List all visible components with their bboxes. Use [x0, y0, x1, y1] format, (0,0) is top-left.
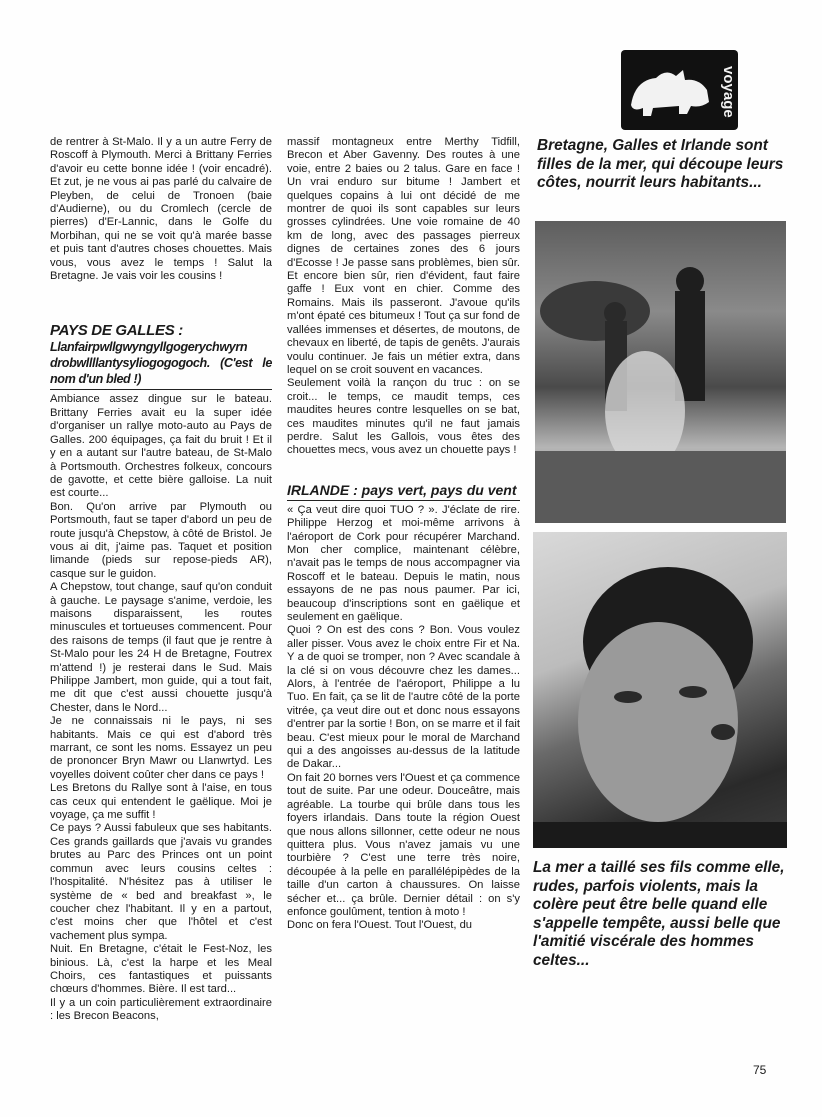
body-paragraph: Ambiance assez dingue sur le bateau. Brittany Ferries avait eu la super idée d'organiser un rallye moto-auto au Pays de Galles. 200 équipages, ça fait du bruit ! Et il y en a autant sur l'autre bateau, de St-Malo à Portsmouth. Orchestres folkeux, concours de gavotte, et cette bière galloise. La nuit est courte... [50, 393, 272, 500]
body-paragraph: Donc on fera l'Ouest. Tout l'Ouest, du [287, 919, 473, 932]
photo-portrait-man [533, 532, 787, 848]
body-paragraph: massif montagneux entre Merthy Tidfill, Brecon et Aber Gavenny. Des routes à une voie, entre 2 baies ou 2 talus. Gare en face ! Un vrai enduro sur bitume ! Jambert et quelques copains à lui ont décidé de me montrer de quoi ils sont capables sur leurs grosses cylindrées. Une voie romaine de 40 km de long, avec des passages pierreux dignes de certaines zones des 6 jours d'Ecosse ! Je passe sans problèmes, bien sûr. Et encore bien sûr, rien d'évident, faut faire gaffe ! Eux vont en chier. Comme des Romains. Mais ils passeront. J'avoue qu'ils m'ont épaté ces bitumeux ! Tout ça sur fond de vallées immenses et désertes, de moutons, de chevaux en liberté, de tapis de genêts. J'aurais voulu continuer. Je fais un métier extra, dans lequel on se croit souvent en vacances. [287, 136, 520, 376]
section-heading-ireland: IRLANDE : pays vert, pays du vent [287, 482, 520, 501]
section-heading-wales [50, 323, 272, 390]
heading-wales-title: PAYS DE GALLES : [50, 322, 183, 340]
photo-portrait-icon [533, 532, 787, 848]
rhinoceros-icon [621, 50, 738, 130]
body-paragraph: Nuit. En Bretagne, c'était le Fest-Noz, les binious. Là, c'est la harpe et les Meal Choirs, ces fantastiques et puissants chœurs d'hommes. Bière. Il est tard... [50, 943, 272, 996]
body-paragraph: « Ça veut dire quoi TUO ? ». J'éclate de rire. Philippe Herzog et moi-même arrivons à l'aéroport de Cork pour récupérer Marchand. Mon cher complice, maintenant célèbre, n'avait pas le temps de nous accompagner via Roscoff et le bateau. Depuis le matin, nous essayons de ne pas nous paumer. Par ici, beaucoup d'inscriptions sont en gaëlique et seulement en gaëlique. [287, 503, 520, 623]
body-paragraph: On fait 20 bornes vers l'Ouest et ça commence tout de suite. Par une odeur. Douceâtre, mais agréable. La tourbe qui brûle dans tous les foyers irlandais. Dans toute la région Ouest que nous allons sillonner, cette odeur ne nous quittera plus. Vous n'avez jamais vu une tourbière ? C'est une terre très noire, découpée à la pelle en parallélépipèdes de la taille d'un carton à chaussures. On laisse sécher et... ça brûle. Dernier détail : on s'y enfonce goulûment, tention à moto ! [287, 771, 520, 918]
logo-text: voyage [720, 66, 737, 118]
caption-bottom: La mer a taillé ses fils comme elle, rudes, parfois violents, mais la colère peut être belle quand elle s'appelle tempête, aussi belle que l'amitié viscérale des hommes celtes... [533, 859, 785, 969]
page-number: 75 [753, 1063, 767, 1077]
photo-coast-figures [535, 221, 786, 523]
body-paragraph: Les Bretons du Rallye sont à l'aise, en tous cas ceux qui entendent le gaëlique. Moi je voyage, ça me suffit ! [50, 782, 272, 822]
body-paragraph: A Chepstow, tout change, sauf qu'on conduit à gauche. Le paysage s'anime, verdoie, les maisons disparaissent, les routes minuscules et tortueuses commencent. Pour des raisons de temps (il faut que je rentre à St-Malo pour les 24 H de Bretagne, Foutrex m'attend !) je resterai dans le Sud. Mais Philippe Jambert, mon guide, qui a tout fait, me dit que c'est aussi chouette jusqu'à Chester, dans le Nord... [50, 581, 272, 714]
column-left [50, 136, 272, 1024]
body-paragraph: Je ne connaissais ni le pays, ni ses habitants. Mais ce qui est d'abord très marrant, ce sont les noms. Essayez un peu de prononcer Bryn Mawr ou Llanwrtyd. Les voyelles doivent coûter cher dans ce pays ! [50, 715, 272, 781]
column-middle [287, 136, 520, 933]
heading-wales-subtitle: Llanfairpwllgwyngyllgogerychwyrn drobwllllantysyliogogogoch. (C'est le nom d'un bled !) [50, 340, 272, 387]
magazine-section-logo [621, 50, 738, 130]
body-paragraph: Il y a un coin particulièrement extraordinaire : les Brecon Beacons, [50, 996, 272, 1023]
body-paragraph: Bon. Qu'on arrive par Plymouth ou Portsmouth, faut se taper d'abord un peu de route jusqu'à Chepstow, à côté de Bristol. Je vous ai dit, j'aime pas. Taquet et position limande (pieds sur repose-pieds AR), casque sur le guidon. [50, 500, 272, 580]
body-paragraph: Quoi ? On est des cons ? Bon. Vous voulez aller pisser. Vous avez le choix entre Fir et Na. Y a de quoi se tromper, non ? Avec scandale à la clé si on vous découvre chez les dames... Alors, à l'entrée de l'aéroport, Philippe a lu Tuo. En fait, ça se lit de l'autre côté de la porte vitrée, ça veut dire out et donc nous essayons d'entrer par la sortie ! Bon, on se marre et il fait beau. C'est mieux pour le moral de Marchand qui a des angoisses au-dessus de la latitude de Dakar... [287, 624, 520, 771]
photo-silhouette-icon [535, 221, 786, 523]
body-paragraph: Seulement voilà la rançon du truc : on se croit... le temps, ce maudit temps, ces maudites heures contre lesquelles on se bat, ces maudites minutes qu'il ne faut jamais perdre. Salut les Gallois, vous êtes des chouettes mecs, vous avez un chouette pays ! [287, 377, 520, 457]
body-paragraph: Ce pays ? Aussi fabuleux que ses habitants. Ces grands gaillards que j'avais vu grandes brutes au Parc des Princes ont un point commun avec leurs cousins celtes : l'hospitalité. N'hésitez pas à utiliser le système de « bed and breakfast », le coucher chez l'habitant. Il y en a partout, c'est moins cher que l'hôtel et c'est vachement plus sympa. [50, 822, 272, 942]
caption-top: Bretagne, Galles et Irlande sont filles de la mer, qui découpe leurs côtes, nourrit leurs habitants... [537, 137, 784, 191]
intro-paragraph: de rentrer à St-Malo. Il y a un autre Ferry de Roscoff à Plymouth. Merci à Brittany Ferries d'avoir eu cette bonne idée ! (voir encadré). Et zut, je ne vous ai pas parlé du calvaire de Pleyben, de celui de Tronoen (baie d'Audierne), ou du Cromlech (cercle de pierres) d'Er-Lannic, dans le Golfe du Morbihan, qui ne se voit qu'à marée basse et puis tant d'autres choses chouettes. Mais vous, vous avez le temps ! Salut la Bretagne. Je vais voir les cousins ! [50, 136, 272, 283]
